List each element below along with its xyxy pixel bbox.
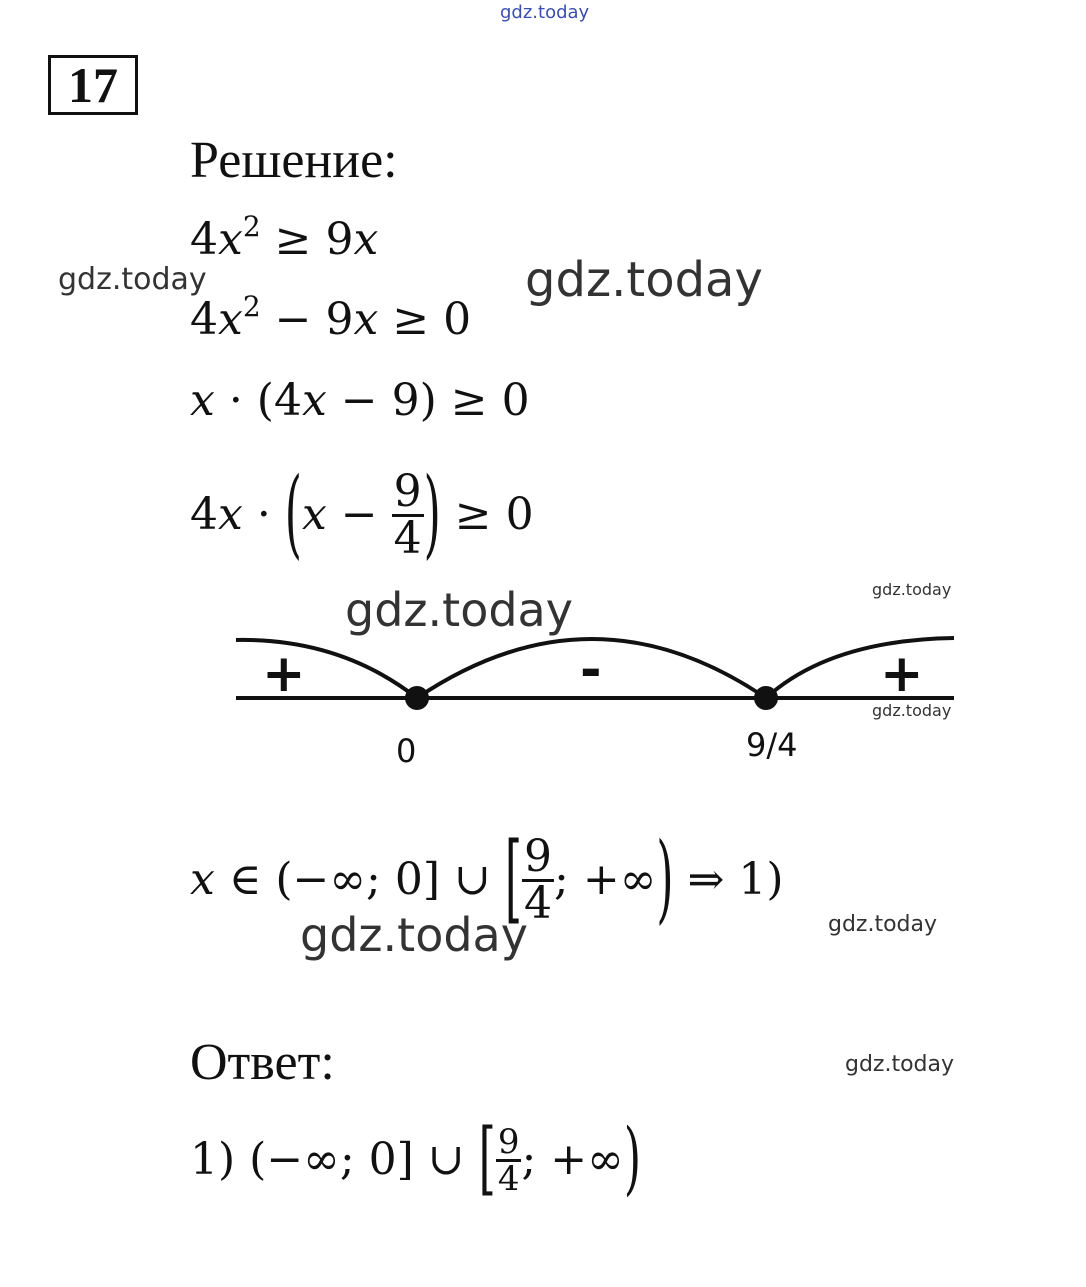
sign-minus: - <box>580 640 602 700</box>
point-9-4 <box>754 686 778 710</box>
interval-result: x ∈ (−∞; 0] ∪ [ $\frac{9}{4}$ ; +∞ ) ⇒ 1) <box>190 822 784 935</box>
watermark-left: gdz.today <box>58 262 207 297</box>
watermark-small-1: gdz.today <box>872 580 952 599</box>
sign-plus-left: + <box>262 644 306 704</box>
fraction-9-4: $\frac{9}{4}$ <box>393 465 422 564</box>
step-4: 4 x · ( x − $\frac{9}{4}$ ) ≥ 0 <box>190 457 534 570</box>
watermark-small-4: gdz.today <box>845 1052 955 1077</box>
watermark-after-interval: gdz.today <box>300 908 528 962</box>
watermark-top: gdz.today <box>500 2 590 23</box>
point-label-9-4: 9/4 <box>746 726 798 764</box>
step-3: x · (4x − 9) ≥ 0 <box>190 375 530 426</box>
fraction-9-4-answer: $\frac{9}{4}$ <box>497 1121 520 1199</box>
step-1: $4x^2 \ge 9x$ <box>190 210 379 265</box>
sign-plus-right: + <box>880 644 924 704</box>
point-0 <box>405 686 429 710</box>
answer: 1) (−∞; 0] ∪ [ $\frac{9}{4}$ ; +∞ ) <box>190 1113 641 1205</box>
point-label-0: 0 <box>396 732 417 770</box>
fraction-9-4-interval: $\frac{9}{4}$ <box>524 830 553 929</box>
watermark-right-large: gdz.today <box>525 252 763 308</box>
answer-heading: Ответ: <box>190 1034 335 1091</box>
solution-heading: Решение: <box>190 132 398 189</box>
step-2: $4x^2 - 9x \ge 0$ <box>190 290 472 345</box>
problem-number: 17 <box>48 55 138 115</box>
watermark-mid: gdz.today <box>345 583 573 637</box>
watermark-small-2: gdz.today <box>872 701 952 720</box>
watermark-small-3: gdz.today <box>828 912 938 937</box>
sign-arc-right <box>766 638 954 704</box>
